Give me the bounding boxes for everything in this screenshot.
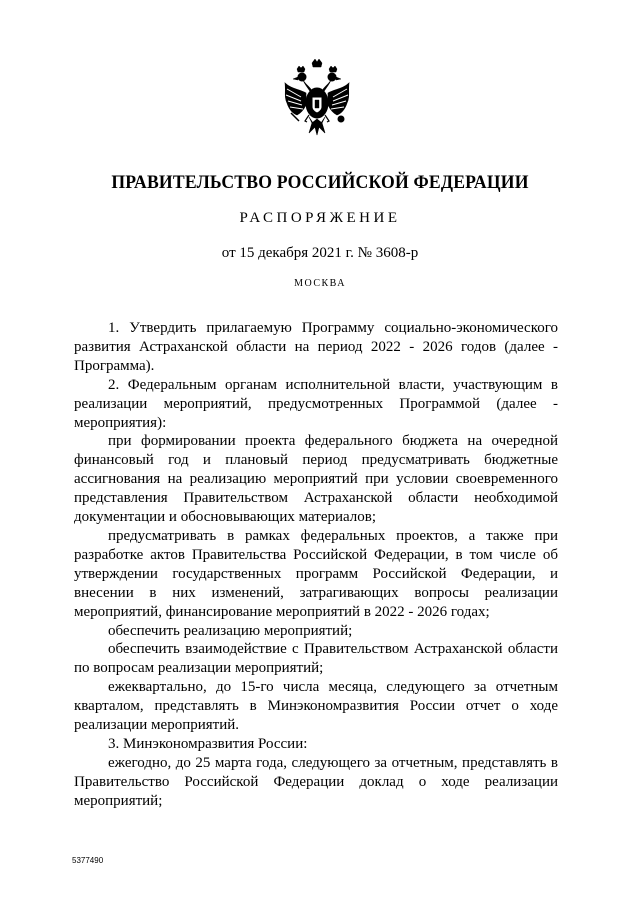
document-city: МОСКВА (294, 278, 346, 289)
document-type: РАСПОРЯЖЕНИЕ (239, 210, 401, 226)
paragraph-2: 2. Федеральным органам исполнительной власти, участвующим в реализации мероприятий, предусмотренных Программой (далее - мероприятия): (74, 376, 558, 431)
paragraph-9: ежегодно, до 25 марта года, следующего за отчетным, представлять в Правительство Российской Федерации доклад о ходе реализации мероприятий; (74, 754, 558, 809)
document-body (74, 319, 558, 811)
paragraph-3: при формировании проекта федерального бюджета на очередной финансовый год и плановый период предусматривать бюджетные ассигнования на реализацию мероприятий при условии своевременного представления Правительством Астраханской области необходимой документации и обосновывающих материалов; (74, 433, 558, 526)
paragraph-1: 1. Утвердить прилагаемую Программу социально-экономического развития Астраханской области на период 2022 - 2026 годов (далее - Программа). (74, 320, 558, 374)
paragraph-6: обеспечить взаимодействие с Правительством Астраханской области по вопросам реализации мероприятий; (74, 641, 558, 677)
paragraph-8: 3. Минэкономразвития России: (108, 735, 308, 752)
paragraph-7: ежеквартально, до 15-го числа месяца, следующего за отчетным кварталом, представлять в Минэкономразвития России отчет о ходе реализации мероприятий. (74, 679, 558, 734)
document-date-number: от 15 декабря 2021 г. № 3608-р (221, 245, 419, 261)
document-code: 5377490 (72, 856, 104, 865)
double-headed-eagle-emblem-icon (279, 57, 355, 145)
paragraph-5: обеспечить реализацию мероприятий; (108, 622, 353, 639)
paragraph-4: предусматривать в рамках федеральных проектов, а также при разработке актов Правительства Российской Федерации, в том числе об утверждении государственных программ Российской Федерации, и внесении в них изменений, затрагивающих вопросы реализации мероприятий, финансирование мероприятий в 2022 - 2026 годах; (74, 527, 558, 620)
government-title: ПРАВИТЕЛЬСТВО РОССИЙСКОЙ ФЕДЕРАЦИИ (111, 172, 529, 193)
